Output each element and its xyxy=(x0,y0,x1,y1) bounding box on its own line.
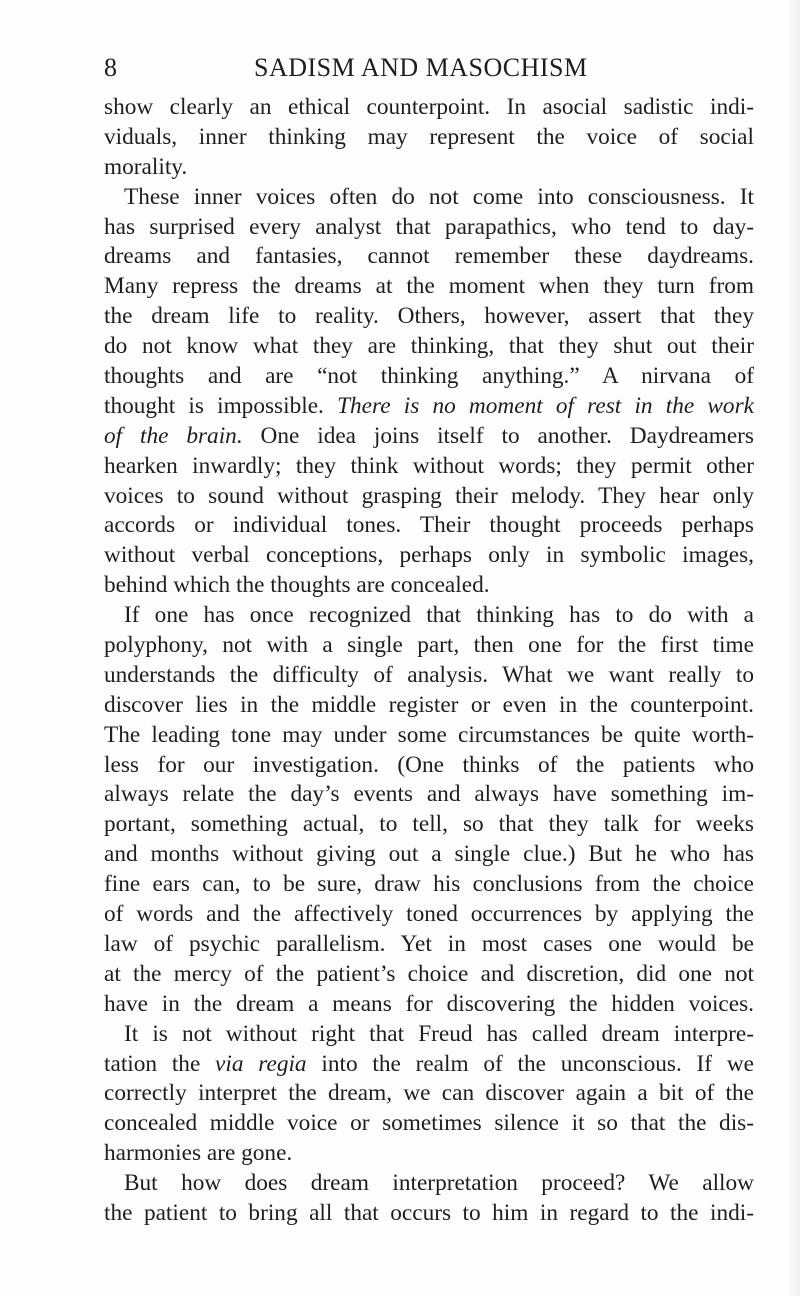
italic-text: of the brain. xyxy=(104,422,243,449)
text-line: concealed middle voice or sometimes silence it so that the dis- xyxy=(104,1110,754,1137)
text-line: do not know what they are thinking, that they shut out their xyxy=(104,333,754,360)
text-line: voices to sound without grasping their melody. They hear only xyxy=(104,482,754,509)
text-line: portant, something actual, to tell, so that they talk for weeks xyxy=(104,811,754,838)
text-line: at the mercy of the patient’s choice and discretion, did one not xyxy=(104,960,754,987)
text-line xyxy=(104,392,754,422)
text-run: One idea joins itself to another. Daydreamers xyxy=(242,422,754,449)
text-line: It is not without right that Freud has called dream interpre- xyxy=(124,1020,754,1047)
text-line xyxy=(104,1050,754,1080)
italic-text: via regia xyxy=(215,1050,307,1077)
text-line: understands the difficulty of analysis. What we want really to xyxy=(104,661,754,688)
text-line: discover lies in the middle register or even in the counterpoint. xyxy=(104,691,754,718)
text-line: behind which the thoughts are concealed. xyxy=(104,572,490,599)
text-line: without verbal conceptions, perhaps only in symbolic images, xyxy=(104,542,754,569)
text-line: morality. xyxy=(104,153,188,180)
text-line: fine ears can, to be sure, draw his conclusions from the choice xyxy=(104,871,754,898)
text-line: Many repress the dreams at the moment when they turn from xyxy=(104,273,754,300)
text-run: into the realm of the unconscious. If we xyxy=(306,1050,754,1077)
text-line: harmonies are gone. xyxy=(104,1140,293,1167)
text-line: dreams and fantasies, cannot remember these daydreams. xyxy=(104,243,754,270)
page-edge-shadow xyxy=(786,0,800,1296)
text-line: law of psychic parallelism. Yet in most cases one would be xyxy=(104,930,754,957)
text-line: the dream life to reality. Others, however, assert that they xyxy=(104,303,754,330)
body-text xyxy=(104,93,754,1229)
text-run: tation the xyxy=(104,1050,216,1077)
text-line: thoughts and are “not thinking anything.” A nirvana of xyxy=(104,363,754,390)
text-line: viduals, inner thinking may represent the voice of social xyxy=(104,123,754,150)
text-line: less for our investigation. (One thinks of the patients who xyxy=(104,751,754,778)
text-line: hearken inwardly; they think without words; they permit other xyxy=(104,452,754,479)
italic-text: There is no moment of rest in the work xyxy=(337,392,754,419)
text-line: and months without giving out a single clue.) But he who has xyxy=(104,841,754,868)
text-line: These inner voices often do not come into consciousness. It xyxy=(124,183,754,210)
text-line: have in the dream a means for discovering the hidden voices. xyxy=(104,990,754,1017)
text-line: polyphony, not with a single part, then one for the first time xyxy=(104,632,754,659)
text-line: The leading tone may under some circumstances be quite worth- xyxy=(104,721,754,748)
text-line: has surprised every analyst that parapathics, who tend to day- xyxy=(104,213,754,240)
text-line: show clearly an ethical counterpoint. In asocial sadistic indi- xyxy=(104,94,754,120)
text-line: always relate the day’s events and always have something im- xyxy=(104,781,754,808)
running-head xyxy=(104,50,754,86)
page-number: 8 xyxy=(104,53,118,82)
running-title: SADISM AND MASOCHISM xyxy=(254,53,588,82)
text-line xyxy=(104,422,754,452)
text-line: But how does dream interpretation proceed? We allow xyxy=(124,1170,754,1197)
text-line: accords or individual tones. Their thought proceeds perhaps xyxy=(104,512,754,539)
text-line: of words and the affectively toned occurrences by applying the xyxy=(104,901,754,928)
text-run: thought is impossible. xyxy=(104,392,338,419)
text-line: correctly interpret the dream, we can discover again a bit of the xyxy=(104,1080,754,1107)
text-line: If one has once recognized that thinking has to do with a xyxy=(124,602,754,629)
text-line: the patient to bring all that occurs to him in regard to the indi- xyxy=(104,1199,754,1226)
